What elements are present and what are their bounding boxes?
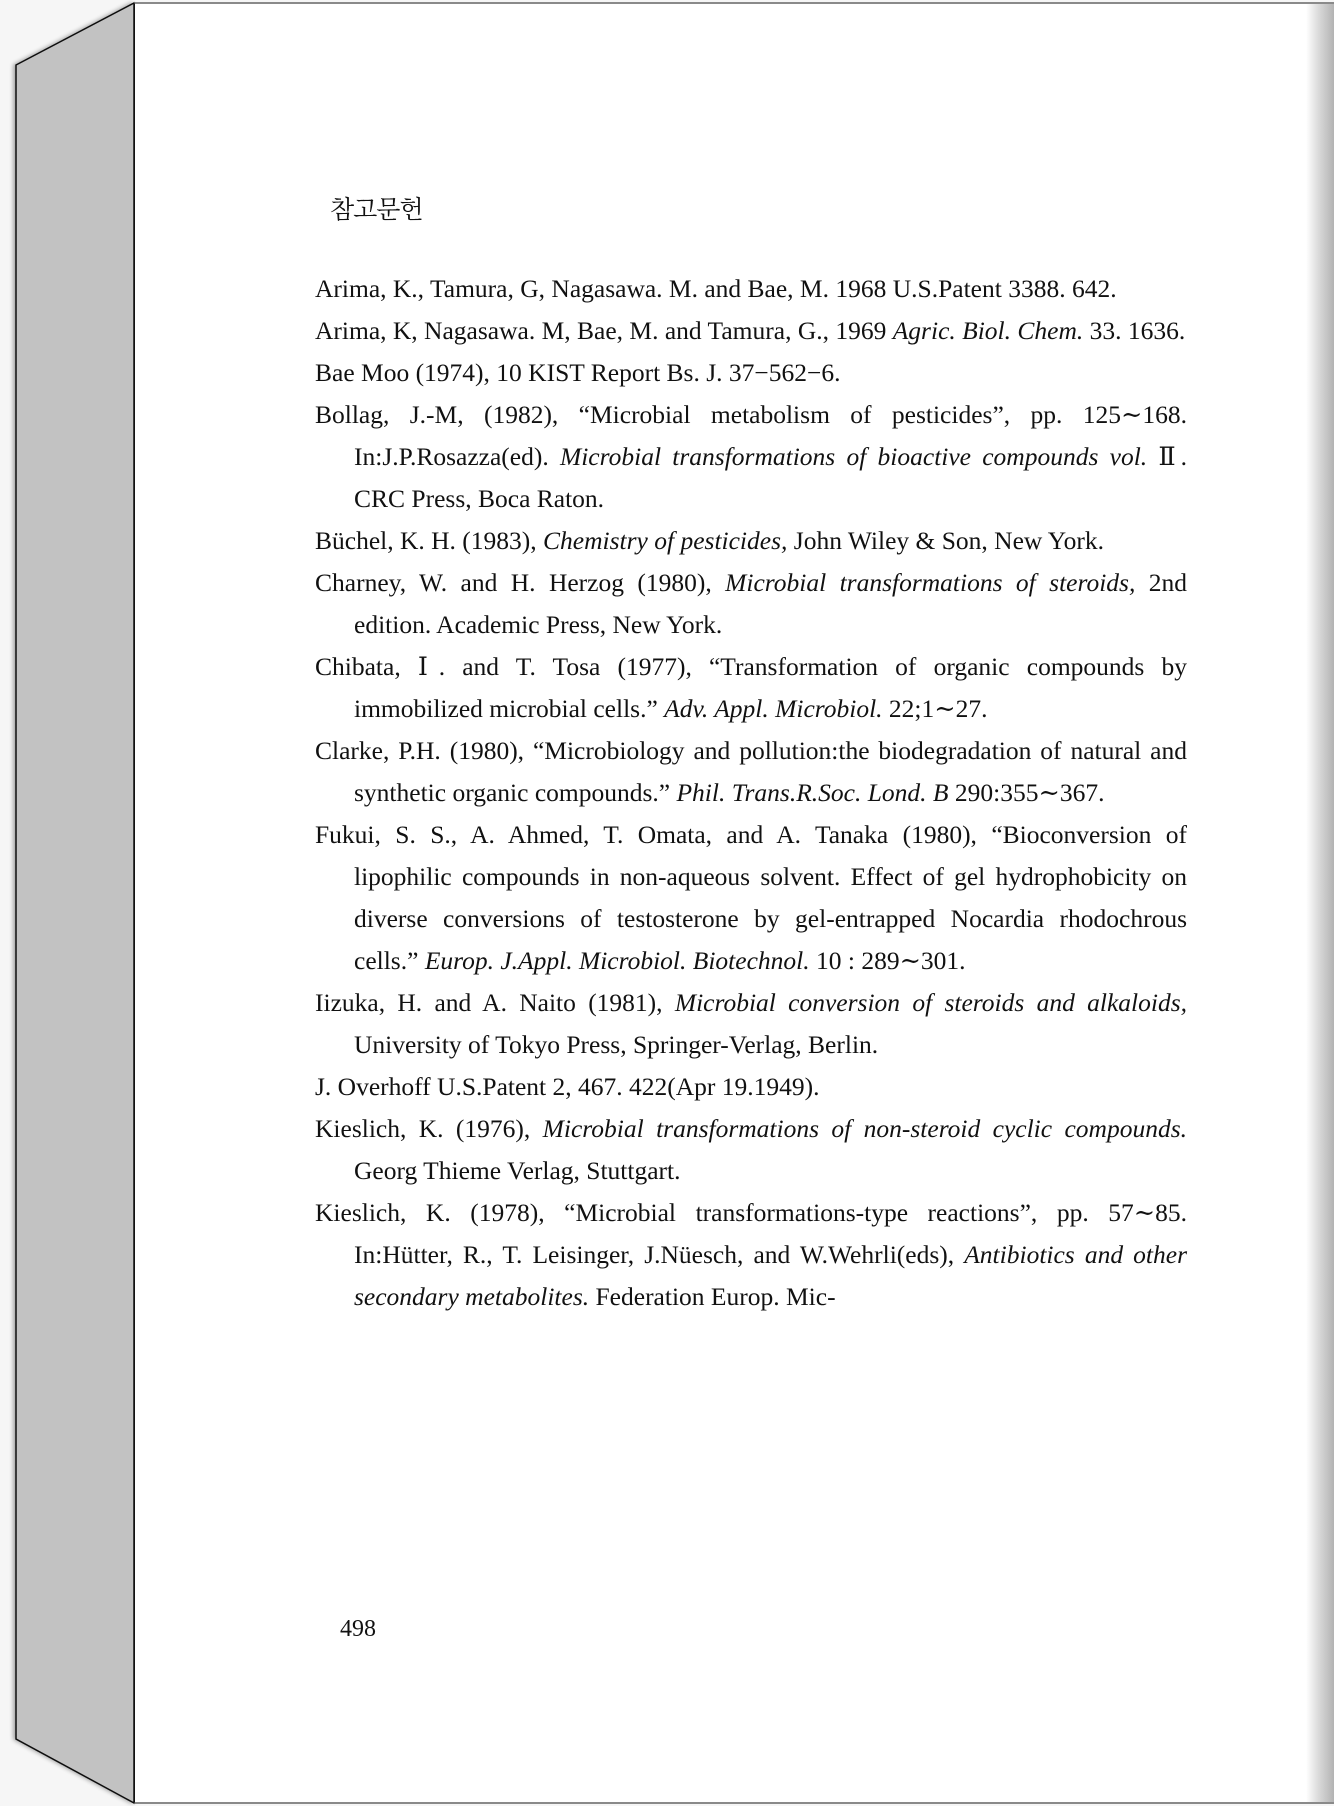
reference-text: Arima, K, Nagasawa. M, Bae, M. and Tamura, G., 1969 <box>315 316 893 345</box>
reference-title-italic: Antibiotics and other secondary metabolites. <box>354 1240 1187 1311</box>
page-edge-shadow <box>1306 4 1334 1802</box>
reference-text: Fukui, S. S., A. Ahmed, T. Omata, and A. Tanaka (1980), “Bioconversion of lipophilic compounds in non-aqueous solvent. Effect of gel hydrophobicity on diverse conversions of testosterone by gel-entrapped Nocardia rhodochrous cells.” <box>315 820 1187 975</box>
reference-text: John Wiley & Son, New York. <box>787 526 1104 555</box>
reference-entry <box>315 1108 1187 1192</box>
reference-title-italic: Microbial conversion of steroids and alkaloids, <box>674 988 1187 1017</box>
reference-text: Iizuka, H. and A. Naito (1981), <box>315 988 675 1017</box>
reference-title-italic: Chemistry of pesticides, <box>543 526 788 555</box>
reference-entry <box>315 352 1187 394</box>
reference-entry <box>315 310 1187 352</box>
reference-text: 10 : 289∼301. <box>809 946 966 975</box>
section-title: 참고문헌 <box>330 195 423 224</box>
reference-entry <box>315 268 1187 310</box>
reference-title-italic: Agric. Biol. Chem. <box>892 316 1084 345</box>
reference-entry <box>315 520 1187 562</box>
reference-list <box>315 268 1187 1318</box>
reference-entry <box>315 562 1187 646</box>
reference-text: 2nd edition. Academic Press, New York. <box>354 568 1187 639</box>
reference-text: Federation Europ. Mic- <box>589 1282 836 1311</box>
reference-text: Georg Thieme Verlag, Stuttgart. <box>354 1156 681 1185</box>
reference-text: Kieslich, K. (1978), “Microbial transformations-type reactions”, pp. 57∼85. In:Hütter, R., T. Leisinger, J.Nüesch, and W.Wehrli(eds), <box>315 1198 1187 1269</box>
reference-text: 290:355∼367. <box>948 778 1105 807</box>
reference-entry <box>315 814 1187 982</box>
reference-text: Clarke, P.H. (1980), “Microbiology and pollution:the biodegradation of natural and synthetic organic compounds.” <box>315 736 1187 807</box>
reference-title-italic: Microbial transformations of steroids, <box>725 568 1136 597</box>
reference-entry <box>315 1192 1187 1318</box>
reference-title-italic: Europ. J.Appl. Microbiol. Biotechnol. <box>424 946 810 975</box>
reference-text: Arima, K., Tamura, G, Nagasawa. M. and Bae, M. 1968 U.S.Patent 3388. 642. <box>315 274 1117 303</box>
reference-text: Bae Moo (1974), 10 KIST Report Bs. J. 37−562−6. <box>315 358 841 387</box>
reference-text: 22;1∼27. <box>882 694 988 723</box>
book-page <box>134 2 1334 1804</box>
reference-title-italic: Microbial transformations of non-steroid cyclic compounds. <box>542 1114 1187 1143</box>
page-number: 498 <box>340 1616 376 1642</box>
reference-text: University of Tokyo Press, Springer-Verlag, Berlin. <box>354 1030 879 1059</box>
reference-text: Ⅱ. CRC Press, Boca Raton. <box>354 442 1187 513</box>
reference-text: Bollag, J.-M, (1982), “Microbial metabolism of pesticides”, pp. 125∼168. In:J.P.Rosazza(ed). <box>315 400 1187 471</box>
reference-entry <box>315 1066 1187 1108</box>
reference-text: Kieslich, K. (1976), <box>315 1114 543 1143</box>
reference-title-italic: Phil. Trans.R.Soc. Lond. B <box>676 778 949 807</box>
reference-title-italic: Adv. Appl. Microbiol. <box>664 694 883 723</box>
reference-text: Charney, W. and H. Herzog (1980), <box>315 568 726 597</box>
reference-text: 33. 1636. <box>1083 316 1186 345</box>
reference-entry <box>315 394 1187 520</box>
reference-text: J. Overhoff U.S.Patent 2, 467. 422(Apr 19.1949). <box>315 1072 820 1101</box>
book-spine <box>0 0 140 1806</box>
reference-entry <box>315 982 1187 1066</box>
reference-entry <box>315 730 1187 814</box>
reference-text: Chibata, Ⅰ. and T. Tosa (1977), “Transformation of organic compounds by immobilized microbial cells.” <box>315 652 1187 723</box>
reference-text: Büchel, K. H. (1983), <box>315 526 544 555</box>
reference-entry <box>315 646 1187 730</box>
reference-title-italic: Microbial transformations of bioactive compounds vol. <box>559 442 1148 471</box>
